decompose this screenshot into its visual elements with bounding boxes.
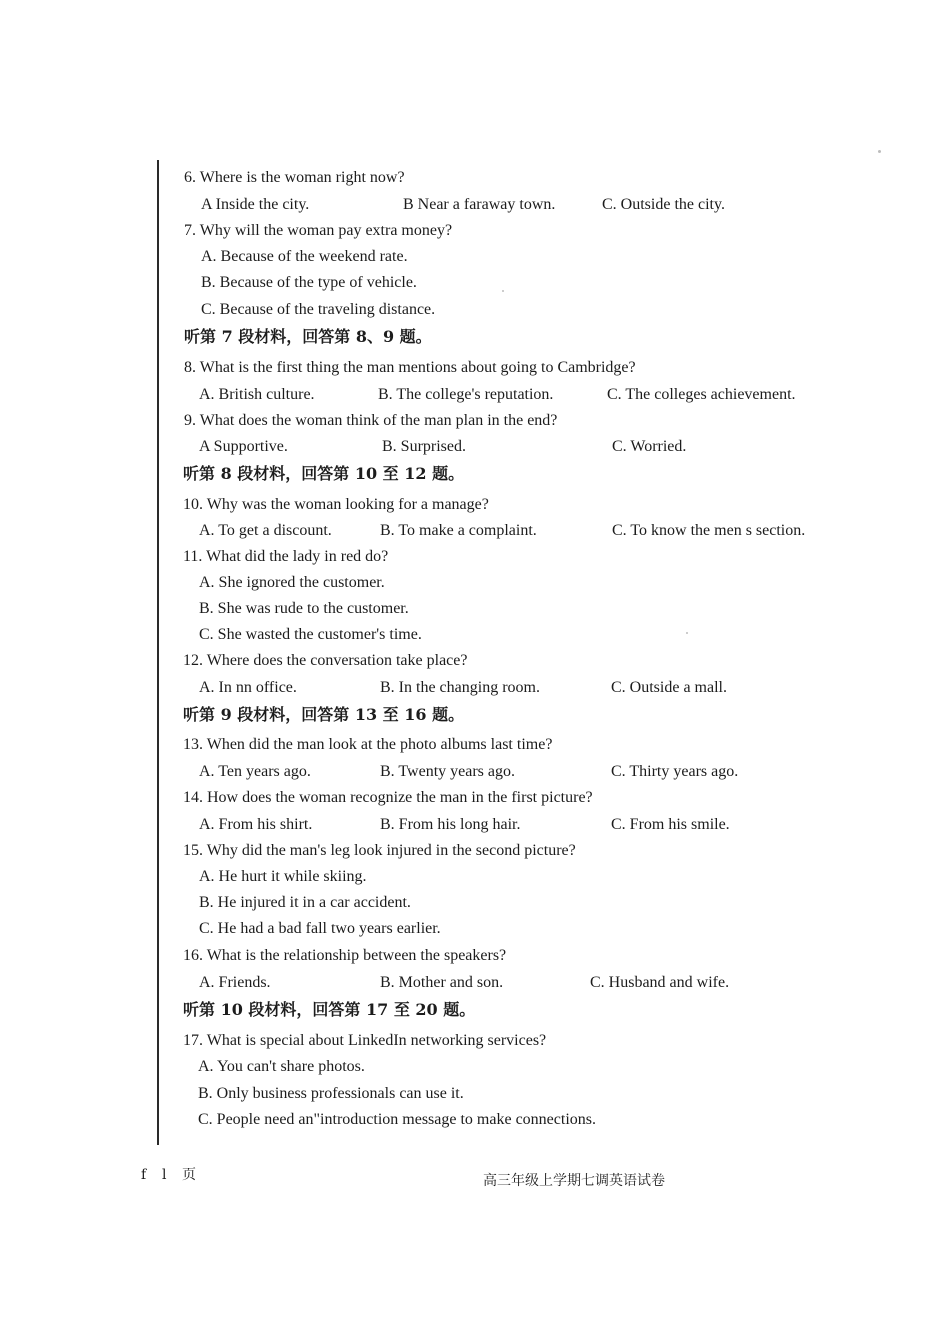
question-6-option-c: C. Outside the city. <box>602 196 725 213</box>
question-11-stem: 11. What did the lady in red do? <box>183 548 389 565</box>
question-9-option-a: A Supportive. <box>199 438 288 455</box>
question-14-option-c: C. From his smile. <box>611 816 730 833</box>
question-14-option-a: A. From his shirt. <box>199 816 313 833</box>
question-16-option-c: C. Husband and wife. <box>590 974 730 991</box>
question-16-option-b: B. Mother and son. <box>380 974 504 991</box>
section-heading-9: 听第 9 段材料，回答第 13 至 16 题。 <box>183 705 465 724</box>
question-16-option-a: A. Friends. <box>199 974 271 991</box>
question-6-option-a: A Inside the city. <box>201 196 310 213</box>
question-6-stem: 6. Where is the woman right now? <box>184 169 405 186</box>
question-11-option-c: C. She wasted the customer's time. <box>199 626 422 643</box>
question-12-stem: 12. Where does the conversation take place? <box>183 652 468 669</box>
question-12-option-c: C. Outside a mall. <box>611 679 727 696</box>
question-17-option-c: C. People need an"introduction message to make connections. <box>198 1111 596 1128</box>
binding-margin-line <box>157 160 159 1145</box>
exam-title: 高三年级上学期七调英语试卷 <box>483 1173 665 1189</box>
question-7-stem: 7. Why will the woman pay extra money? <box>184 222 453 239</box>
question-17-option-a: A. You can't share photos. <box>198 1058 365 1075</box>
page-mark: f <box>141 1167 147 1183</box>
question-10-option-b: B. To make a complaint. <box>380 522 537 539</box>
question-15-option-b: B. He injured it in a car accident. <box>199 894 411 911</box>
question-8-option-b: B. The college's reputation. <box>378 386 554 403</box>
question-7-option-c: C. Because of the traveling distance. <box>201 301 436 318</box>
question-14-stem: 14. How does the woman recognize the man in the first picture? <box>183 789 593 806</box>
question-11-option-b: B. She was rude to the customer. <box>199 600 409 617</box>
section-heading-10: 听第 10 段材料，回答第 17 至 20 题。 <box>183 1000 476 1019</box>
question-7-option-b: B. Because of the type of vehicle. <box>201 274 417 291</box>
question-9-option-c: C. Worried. <box>612 438 687 455</box>
question-10-stem: 10. Why was the woman looking for a manage? <box>183 496 489 513</box>
question-17-stem: 17. What is special about LinkedIn networking services? <box>183 1032 547 1049</box>
question-15-option-c: C. He had a bad fall two years earlier. <box>199 920 441 937</box>
question-15-stem: 15. Why did the man's leg look injured in the second picture? <box>183 842 576 859</box>
page-number: l <box>162 1167 167 1183</box>
question-10-option-c: C. To know the men s section. <box>612 522 806 539</box>
question-8-option-c: C. The colleges achievement. <box>607 386 796 403</box>
question-12-option-a: A. In nn office. <box>199 679 297 696</box>
question-14-option-b: B. From his long hair. <box>380 816 521 833</box>
scan-speck <box>686 632 688 634</box>
question-8-stem: 8. What is the first thing the man mentions about going to Cambridge? <box>184 359 636 376</box>
section-heading-8: 听第 8 段材料，回答第 10 至 12 题。 <box>183 464 465 483</box>
scan-speck <box>878 150 881 153</box>
question-6-option-b: B Near a faraway town. <box>403 196 556 213</box>
question-9-option-b: B. Surprised. <box>382 438 466 455</box>
question-12-option-b: B. In the changing room. <box>380 679 540 696</box>
question-15-option-a: A. He hurt it while skiing. <box>199 868 367 885</box>
page-unit: 页 <box>182 1167 196 1183</box>
question-7-option-a: A. Because of the weekend rate. <box>201 248 408 265</box>
question-9-stem: 9. What does the woman think of the man plan in the end? <box>184 412 558 429</box>
scan-speck <box>502 290 504 292</box>
section-heading-7: 听第 7 段材料，回答第 8、9 题。 <box>184 327 432 346</box>
question-13-stem: 13. When did the man look at the photo albums last time? <box>183 736 553 753</box>
question-13-option-a: A. Ten years ago. <box>199 763 311 780</box>
question-16-stem: 16. What is the relationship between the speakers? <box>183 947 507 964</box>
question-10-option-a: A. To get a discount. <box>199 522 332 539</box>
question-17-option-b: B. Only business professionals can use it. <box>198 1085 464 1102</box>
question-13-option-b: B. Twenty years ago. <box>380 763 515 780</box>
question-11-option-a: A. She ignored the customer. <box>199 574 385 591</box>
question-8-option-a: A. British culture. <box>199 386 315 403</box>
question-13-option-c: C. Thirty years ago. <box>611 763 739 780</box>
